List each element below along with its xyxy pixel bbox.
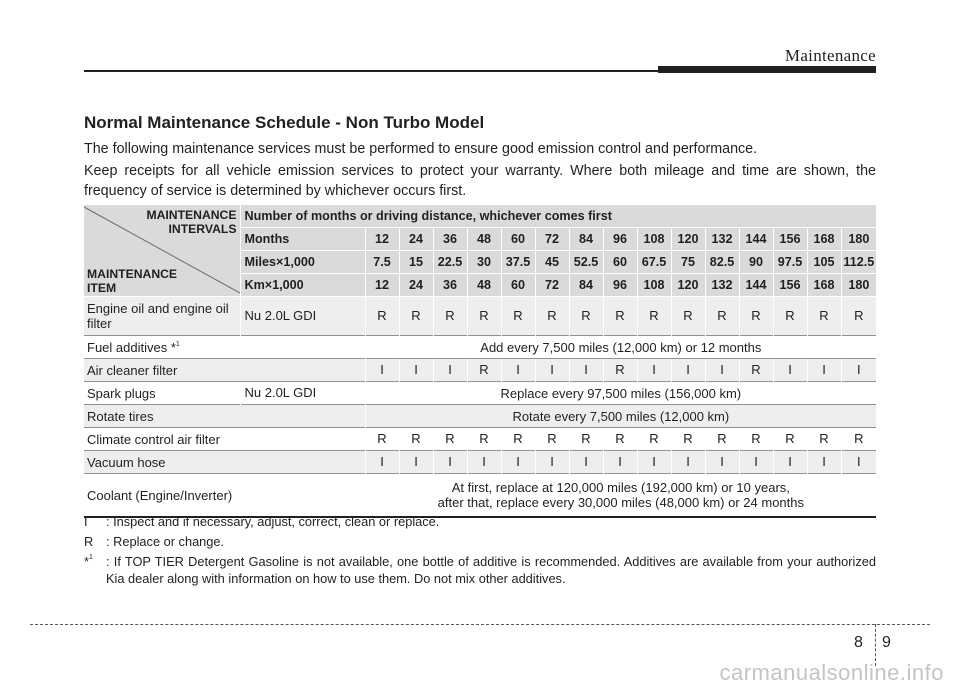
km-cell: 36 bbox=[433, 274, 467, 297]
schedule-cell: R bbox=[603, 297, 637, 336]
months-cell: 180 bbox=[841, 228, 876, 251]
km-cell: 24 bbox=[399, 274, 433, 297]
months-label: Months bbox=[240, 228, 365, 251]
schedule-cell: I bbox=[433, 359, 467, 382]
schedule-text: Replace every 97,500 miles (156,000 km) bbox=[365, 382, 876, 405]
page-number: 9 bbox=[882, 634, 891, 651]
miles-cell: 112.5 bbox=[841, 251, 876, 274]
table-row bbox=[84, 336, 876, 359]
legend-key: I bbox=[84, 514, 88, 529]
km-cell: 72 bbox=[535, 274, 569, 297]
months-cell: 12 bbox=[365, 228, 399, 251]
months-cell: 144 bbox=[739, 228, 773, 251]
maintenance-schedule-table bbox=[84, 205, 876, 518]
legend-text: : If TOP TIER Detergent Gasoline is not available, one bottle of additive is recommended. Additives are available from your authorized Kia dealer along with information on how to use them. Do not mix other additives. bbox=[106, 554, 876, 586]
schedule-cell: I bbox=[603, 451, 637, 474]
corner-bottom-line-2: ITEM bbox=[87, 281, 117, 295]
schedule-cell: R bbox=[705, 428, 739, 451]
miles-cell: 30 bbox=[467, 251, 501, 274]
schedule-cell: I bbox=[433, 451, 467, 474]
schedule-cell: I bbox=[569, 359, 603, 382]
schedule-cell: R bbox=[671, 297, 705, 336]
months-cell: 108 bbox=[637, 228, 671, 251]
schedule-cell: R bbox=[807, 297, 841, 336]
schedule-text-line-1: At first, replace at 120,000 miles (192,000 km) or 10 years, bbox=[451, 480, 790, 495]
months-cell: 72 bbox=[535, 228, 569, 251]
table-row bbox=[84, 474, 876, 518]
footer-rule bbox=[30, 624, 930, 625]
watermark: carmanualsonline.info bbox=[719, 660, 944, 685]
schedule-cell: R bbox=[637, 297, 671, 336]
schedule-text bbox=[365, 474, 876, 518]
km-cell: 108 bbox=[637, 274, 671, 297]
miles-cell: 97.5 bbox=[773, 251, 807, 274]
schedule-cell: I bbox=[671, 451, 705, 474]
months-cell: 24 bbox=[399, 228, 433, 251]
months-cell: 84 bbox=[569, 228, 603, 251]
km-cell: 84 bbox=[569, 274, 603, 297]
legend-item bbox=[84, 533, 876, 550]
schedule-cell: R bbox=[535, 428, 569, 451]
item-label: Engine oil and engine oil filter bbox=[84, 297, 240, 336]
footnote-marker: 1 bbox=[175, 340, 180, 348]
legend-text: : Inspect and if necessary, adjust, correct, clean or replace. bbox=[106, 514, 440, 529]
schedule-cell: R bbox=[569, 428, 603, 451]
months-cell: 156 bbox=[773, 228, 807, 251]
schedule-cell: I bbox=[535, 359, 569, 382]
months-cell: 168 bbox=[807, 228, 841, 251]
schedule-cell: I bbox=[841, 359, 876, 382]
item-label: Climate control air filter bbox=[84, 428, 365, 451]
months-cell: 36 bbox=[433, 228, 467, 251]
schedule-cell: R bbox=[433, 297, 467, 336]
months-cell: 96 bbox=[603, 228, 637, 251]
schedule-cell: R bbox=[773, 297, 807, 336]
corner-item-label bbox=[87, 267, 177, 295]
corner-bottom-line-1: MAINTENANCE bbox=[87, 267, 178, 281]
schedule-cell: I bbox=[637, 359, 671, 382]
miles-cell: 75 bbox=[671, 251, 705, 274]
miles-cell: 82.5 bbox=[705, 251, 739, 274]
schedule-cell: R bbox=[637, 428, 671, 451]
schedule-cell: I bbox=[365, 359, 399, 382]
schedule-cell: R bbox=[841, 428, 876, 451]
schedule-cell: R bbox=[365, 428, 399, 451]
miles-cell: 45 bbox=[535, 251, 569, 274]
miles-cell: 22.5 bbox=[433, 251, 467, 274]
table-row bbox=[84, 405, 876, 428]
interval-title: Number of months or driving distance, whichever comes first bbox=[240, 205, 876, 228]
legend-item bbox=[84, 513, 876, 530]
schedule-cell: I bbox=[841, 451, 876, 474]
schedule-cell: R bbox=[569, 297, 603, 336]
item-engine: Nu 2.0L GDI bbox=[240, 382, 365, 405]
legend-text: : Replace or change. bbox=[106, 534, 225, 549]
intro-paragraph-2: Keep receipts for all vehicle emission services to protect your warranty. Where both mileage and time are shown, the frequency of service is determined by whichever occurs first. bbox=[84, 163, 876, 199]
schedule-cell: R bbox=[501, 428, 535, 451]
km-cell: 48 bbox=[467, 274, 501, 297]
km-cell: 96 bbox=[603, 274, 637, 297]
schedule-cell: R bbox=[841, 297, 876, 336]
schedule-cell: I bbox=[399, 359, 433, 382]
header-rule-thin bbox=[84, 70, 664, 72]
schedule-cell: I bbox=[807, 451, 841, 474]
schedule-text: Rotate every 7,500 miles (12,000 km) bbox=[365, 405, 876, 428]
schedule-cell: R bbox=[535, 297, 569, 336]
schedule-cell: R bbox=[399, 428, 433, 451]
schedule-cell: I bbox=[705, 451, 739, 474]
months-cell: 48 bbox=[467, 228, 501, 251]
header-rule-thick bbox=[658, 66, 876, 73]
schedule-cell: R bbox=[603, 428, 637, 451]
schedule-cell: R bbox=[467, 297, 501, 336]
item-label bbox=[84, 336, 365, 359]
intro-paragraph-1: The following maintenance services must be performed to ensure good emission control and performance. bbox=[84, 141, 758, 157]
footnote-marker: 1 bbox=[88, 554, 93, 561]
section-title: Normal Maintenance Schedule - Non Turbo Model bbox=[84, 113, 485, 132]
schedule-cell: R bbox=[365, 297, 399, 336]
schedule-cell: I bbox=[671, 359, 705, 382]
schedule-cell: I bbox=[535, 451, 569, 474]
km-cell: 120 bbox=[671, 274, 705, 297]
schedule-cell: I bbox=[501, 451, 535, 474]
schedule-cell: R bbox=[739, 359, 773, 382]
schedule-cell: I bbox=[399, 451, 433, 474]
schedule-cell: R bbox=[467, 359, 501, 382]
months-cell: 120 bbox=[671, 228, 705, 251]
item-label-text: Fuel additives * bbox=[87, 339, 176, 355]
schedule-cell: R bbox=[671, 428, 705, 451]
months-cell: 60 bbox=[501, 228, 535, 251]
km-cell: 12 bbox=[365, 274, 399, 297]
table-corner-cell bbox=[84, 205, 240, 297]
schedule-cell: I bbox=[637, 451, 671, 474]
table-row bbox=[84, 297, 876, 336]
schedule-cell: R bbox=[399, 297, 433, 336]
km-label: Km×1,000 bbox=[240, 274, 365, 297]
schedule-cell: R bbox=[603, 359, 637, 382]
schedule-cell: R bbox=[467, 428, 501, 451]
km-cell: 156 bbox=[773, 274, 807, 297]
km-cell: 144 bbox=[739, 274, 773, 297]
miles-cell: 7.5 bbox=[365, 251, 399, 274]
schedule-cell: R bbox=[739, 428, 773, 451]
schedule-cell: I bbox=[773, 359, 807, 382]
miles-cell: 15 bbox=[399, 251, 433, 274]
item-label: Spark plugs bbox=[84, 382, 240, 405]
schedule-cell: R bbox=[705, 297, 739, 336]
corner-top-line-2: INTERVALS bbox=[168, 222, 237, 236]
schedule-cell: I bbox=[807, 359, 841, 382]
corner-intervals-label bbox=[146, 208, 236, 236]
miles-label: Miles×1,000 bbox=[240, 251, 365, 274]
miles-cell: 67.5 bbox=[637, 251, 671, 274]
schedule-cell: R bbox=[773, 428, 807, 451]
legend-key bbox=[84, 553, 106, 587]
miles-cell: 52.5 bbox=[569, 251, 603, 274]
months-cell: 132 bbox=[705, 228, 739, 251]
schedule-cell: I bbox=[365, 451, 399, 474]
schedule-cell: R bbox=[807, 428, 841, 451]
miles-cell: 37.5 bbox=[501, 251, 535, 274]
km-cell: 132 bbox=[705, 274, 739, 297]
legend-notes bbox=[84, 513, 876, 590]
item-label: Rotate tires bbox=[84, 405, 365, 428]
page-section: 8 bbox=[854, 634, 863, 651]
table-row bbox=[84, 451, 876, 474]
corner-top-line-1: MAINTENANCE bbox=[146, 208, 237, 222]
schedule-cell: I bbox=[569, 451, 603, 474]
miles-cell: 90 bbox=[739, 251, 773, 274]
header-title: Maintenance bbox=[784, 46, 876, 65]
schedule-text: Add every 7,500 miles (12,000 km) or 12 months bbox=[365, 336, 876, 359]
schedule-cell: R bbox=[739, 297, 773, 336]
item-label: Coolant (Engine/Inverter) bbox=[84, 474, 365, 518]
legend-key: R bbox=[84, 534, 94, 549]
item-engine: Nu 2.0L GDI bbox=[240, 297, 365, 336]
item-label: Vacuum hose bbox=[84, 451, 365, 474]
schedule-text-line-2: after that, replace every 30,000 miles (48,000 km) or 24 months bbox=[437, 495, 804, 510]
table-row bbox=[84, 359, 876, 382]
km-cell: 60 bbox=[501, 274, 535, 297]
legend-item bbox=[84, 553, 876, 587]
table-row bbox=[84, 382, 876, 405]
km-cell: 168 bbox=[807, 274, 841, 297]
table-row bbox=[84, 428, 876, 451]
schedule-cell: I bbox=[739, 451, 773, 474]
schedule-cell: I bbox=[467, 451, 501, 474]
schedule-cell: R bbox=[433, 428, 467, 451]
footnote-star: * bbox=[84, 554, 89, 569]
miles-cell: 105 bbox=[807, 251, 841, 274]
schedule-cell: R bbox=[501, 297, 535, 336]
km-cell: 180 bbox=[841, 274, 876, 297]
miles-cell: 60 bbox=[603, 251, 637, 274]
schedule-cell: I bbox=[501, 359, 535, 382]
schedule-cell: I bbox=[705, 359, 739, 382]
schedule-cell: I bbox=[773, 451, 807, 474]
item-label: Air cleaner filter bbox=[84, 359, 365, 382]
